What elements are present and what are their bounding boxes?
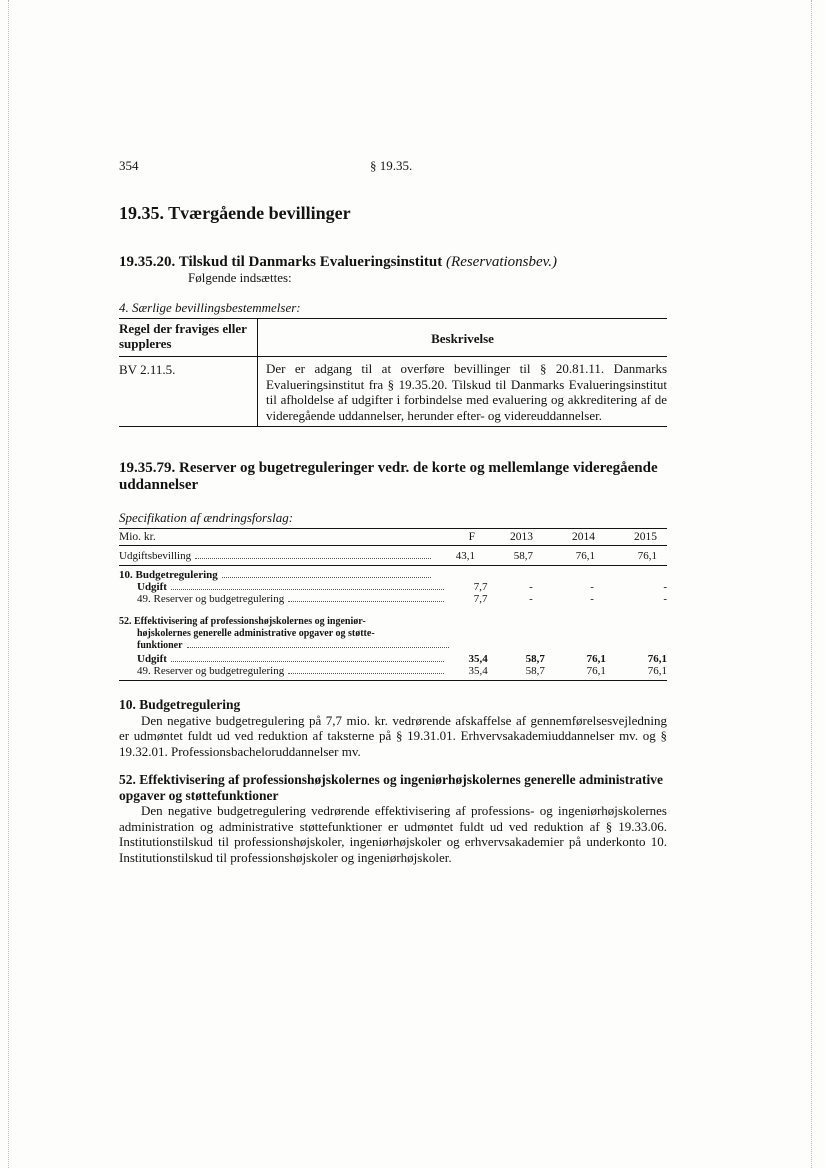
section-79-heading: 19.35.79. Reserver og bugetreguleringer vedr. de korte og mellemlange videregående uddannelser <box>119 460 658 493</box>
page-number: 354 <box>119 158 139 173</box>
rules-description-cell: Der er adgang til at overføre bevillinger til § 20.81.11. Danmarks Evalueringsinstitut fra § 19.35.20. Tilskud til Danmarks Evalueringsinstitut til afholdelse af udgifter i forbindelse med evaluering og akkreditering af de videregående uddannelser, herunder efter- og videreuddannelser. <box>257 357 667 426</box>
row-label: Udgift <box>137 653 167 665</box>
table-row <box>119 581 667 593</box>
table-row <box>119 665 667 677</box>
rules-col1-header: Regel der fraviges eller suppleres <box>119 321 247 351</box>
section-20-label: 4. Særlige bevillingsbestemmelser: <box>119 300 301 315</box>
running-head: § 19.35. <box>370 158 413 173</box>
row-label: Udgiftsbevilling <box>119 550 192 562</box>
cell-value: - <box>590 593 594 605</box>
cell-value: - <box>529 593 533 605</box>
note-10-heading: 10. Budgetregulering <box>119 697 241 712</box>
section-20-sub: Følgende indsættes: <box>188 270 292 285</box>
cell-value: 76,1 <box>647 653 667 665</box>
cell-value: 76,1 <box>586 665 606 677</box>
spec-header-f: F <box>468 531 475 543</box>
cell-value: 58,7 <box>525 665 545 677</box>
cell-value: - <box>529 581 533 593</box>
row-label: Udgift <box>137 581 167 593</box>
rules-table-header <box>119 319 667 357</box>
table-row <box>119 627 667 639</box>
spec-header-2013: 2013 <box>510 531 533 543</box>
row-label: 49. Reserver og budgetregulering <box>137 593 285 605</box>
cell-value: 7,7 <box>473 581 488 593</box>
note-10 <box>119 697 667 759</box>
section-20-heading <box>119 254 557 271</box>
group-52-title-line2: højskolernes generelle administrative opgaver og støtte- <box>137 628 375 639</box>
cell-value: 7,7 <box>473 593 488 605</box>
table-row <box>119 615 667 627</box>
cell-value: 76,1 <box>575 550 595 562</box>
cell-value: 58,7 <box>513 550 533 562</box>
spec-header-2014: 2014 <box>572 531 595 543</box>
rules-rule-cell: BV 2.11.5. <box>119 362 176 377</box>
spec-header-2015: 2015 <box>634 531 657 543</box>
table-row <box>119 566 667 581</box>
cell-value: 58,7 <box>525 653 545 665</box>
spec-header-unit: Mio. kr. <box>119 531 156 543</box>
note-52 <box>119 772 667 866</box>
row-label: 49. Reserver og budgetregulering <box>137 665 285 677</box>
group-10-title: 10. Budgetregulering <box>119 569 218 581</box>
scan-edge-left <box>8 0 9 1168</box>
cell-value: - <box>663 593 667 605</box>
cell-value: 35,4 <box>468 653 488 665</box>
note-10-text: Den negative budgetregulering på 7,7 mio. kr. vedrørende afskaffelse af gennemførelsesvejledning er udmøntet fuldt ud ved reduktion af taksterne på § 19.31.01. Erhvervsakademiuddannelser mv. og § 19.32.01. Professionsbacheloruddannelser mv. <box>119 712 667 759</box>
table-row <box>119 357 667 427</box>
spec-table-header <box>119 529 667 545</box>
table-row <box>119 593 667 605</box>
spec-table <box>119 528 667 681</box>
section-20-heading-text: 19.35.20. Tilskud til Danmarks Evalueringsinstitut <box>119 254 443 270</box>
cell-value: 35,4 <box>468 665 488 677</box>
page-title: 19.35. Tværgående bevillinger <box>119 203 351 223</box>
table-row <box>119 651 667 665</box>
note-52-heading: 52. Effektivisering af professionshøjskolernes og ingeniørhøjskolernes generelle administrative opgaver og støttefunktioner <box>119 772 663 803</box>
cell-value: 76,1 <box>647 665 667 677</box>
section-79-label: Specifikation af ændringsforslag: <box>119 510 294 525</box>
cell-value: 76,1 <box>637 550 657 562</box>
cell-value: - <box>590 581 594 593</box>
group-52-title-line3: funktioner <box>137 640 183 651</box>
section-20-heading-note: (Reservationsbev.) <box>446 254 557 270</box>
table-row <box>119 546 667 562</box>
scan-edge-right <box>811 0 812 1168</box>
rules-table <box>119 318 667 427</box>
cell-value: 76,1 <box>586 653 606 665</box>
group-52-title-line1: 52. Effektivisering af professionshøjskolernes og ingeniør- <box>119 616 366 627</box>
rules-col2-header: Beskrivelse <box>257 319 667 356</box>
cell-value: 43,1 <box>455 550 475 562</box>
cell-value: - <box>663 581 667 593</box>
table-row <box>119 639 667 651</box>
note-52-text: Den negative budgetregulering vedrørende effektivisering af professions- og ingeniørhøjskolernes administration og administrative støttefunktioner er udmøntet fuldt ud ved reduktion af § 19.33.06. Institutionstilskud til professionshøjskoler, ingeniørhøjskoler og erhvervsakademier på underkonto 10. Institutionstilskud til professionshøjskoler og ingeniørhøjskoler. <box>119 803 667 865</box>
